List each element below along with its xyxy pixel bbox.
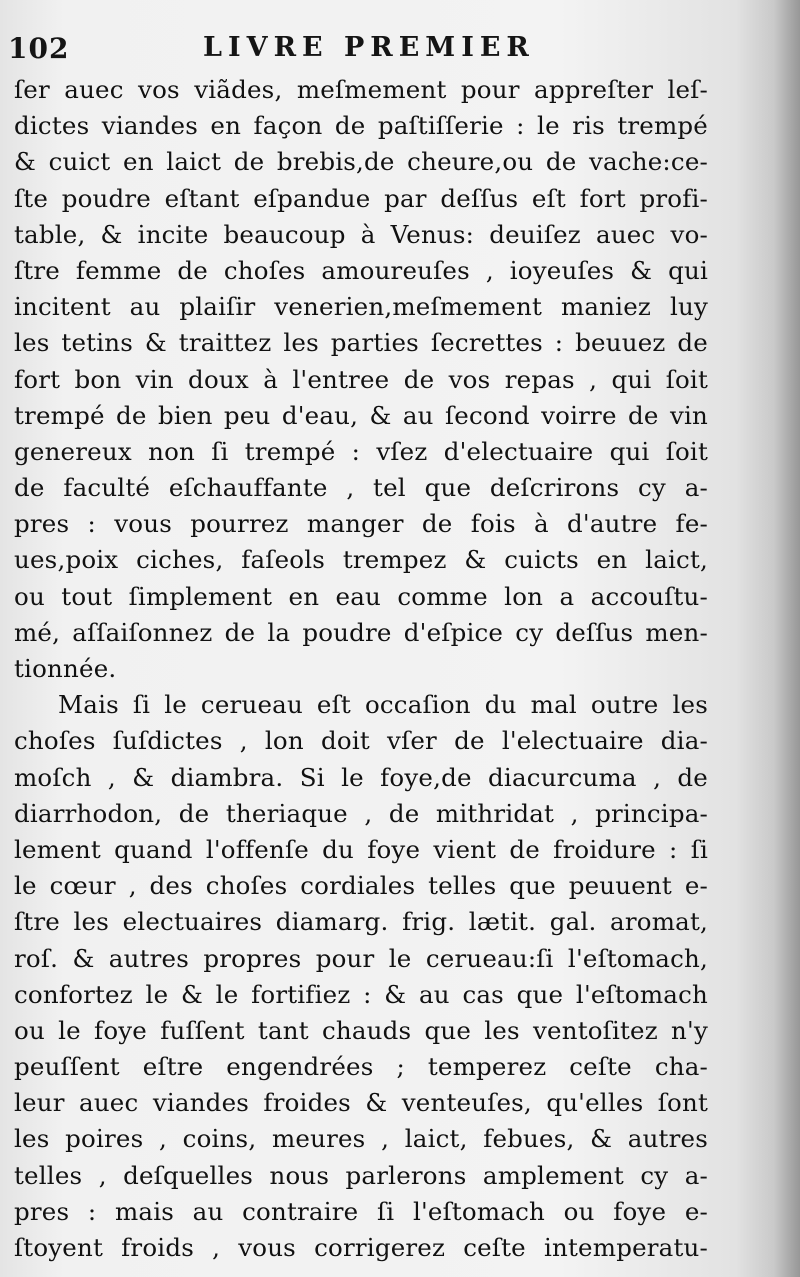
text-line: de faculté eſchauffante , tel que deſcrirons cy a- <box>14 473 708 503</box>
text-line: ou tout ſimplement en eau comme lon a accouſtu- <box>14 581 708 611</box>
text-line: les tetins & traittez les parties ſecrettes : beuuez de <box>14 328 708 358</box>
page-edge-shadow <box>774 0 800 1277</box>
text-line: pres : vous pourrez manger de fois à d'autre fe- <box>14 509 708 539</box>
text-line: le cœur , des choſes cordiales telles que peuuent e- <box>14 871 708 901</box>
text-line: confortez le & le fortifiez : & au cas que l'eſtomach <box>14 979 708 1009</box>
text-line: diarrhodon, de theriaque , de mithridat , principa- <box>14 798 708 828</box>
text-line: fort bon vin doux à l'entree de vos repas , qui ſoit <box>14 364 708 394</box>
text-line: incitent au plaiſir venerien,meſmement maniez luy <box>14 292 708 322</box>
text-line: les poires , coins, meures , laict, febues, & autres <box>14 1124 708 1154</box>
text-line: ſtoyent froids , vous corrigerez ceſte intemperatu- <box>14 1233 708 1262</box>
body-text <box>14 72 708 1266</box>
text-line: ues,poix ciches, faſeols trempez & cuicts en laict, <box>14 545 708 575</box>
text-line: ſte poudre eſtant eſpandue par deſſus eſt fort profi- <box>14 183 708 213</box>
text-line: ſer auec vos viãdes, meſmement pour appreſter leſ- <box>14 75 708 104</box>
text-line: roſ. & autres propres pour le cerueau:ſi l'eſtomach, <box>14 943 708 973</box>
text-line: ſtre femme de choſes amoureuſes , ioyeuſes & qui <box>14 255 708 285</box>
page-header <box>8 28 748 68</box>
text-line: dictes viandes en façon de paſtiſſerie : le ris trempé <box>14 111 708 141</box>
text-line: mé, aſſaiſonnez de la poudre d'eſpice cy deſſus men- <box>14 617 708 647</box>
text-line: ſtre les electuaires diamarg. frig. lætit. gal. aromat, <box>14 907 708 937</box>
text-line: lement quand l'offenſe du foye vient de froidure : ſi <box>14 834 708 864</box>
text-line: & cuict en laict de brebis,de cheure,ou de vache:ce- <box>14 147 708 177</box>
paragraph-end-line: tionnée. <box>14 654 117 683</box>
text-line: table, & incite beaucoup à Venus: deuiſez auec vo- <box>14 219 708 249</box>
text-line: genereux non ſi trempé : vſez d'electuaire qui ſoit <box>14 436 708 466</box>
text-line: trempé de bien peu d'eau, & au ſecond voirre de vin <box>14 400 708 430</box>
text-line: telles , deſquelles nous parlerons amplement cy a- <box>14 1160 708 1190</box>
page-number: 102 <box>8 32 70 65</box>
paragraph-first-line: Mais ſi le cerueau eſt occaſion du mal outre les <box>58 690 708 720</box>
text-line: pres : mais au contraire ſi l'eſtomach ou foye e- <box>14 1196 708 1226</box>
text-line: choſes ſuſdictes , lon doit vſer de l'electuaire dia- <box>14 726 708 756</box>
text-line: peuſſent eſtre engendrées ; temperez ceſte cha- <box>14 1052 708 1082</box>
text-line: leur auec viandes froides & venteuſes, qu'elles ſont <box>14 1088 708 1118</box>
text-line: ou le foye fuſſent tant chauds que les ventoſitez n'y <box>14 1015 708 1045</box>
text-line: moſch , & diambra. Si le foye,de diacurcuma , de <box>14 762 708 792</box>
running-title: LIVRE PREMIER <box>203 32 535 63</box>
